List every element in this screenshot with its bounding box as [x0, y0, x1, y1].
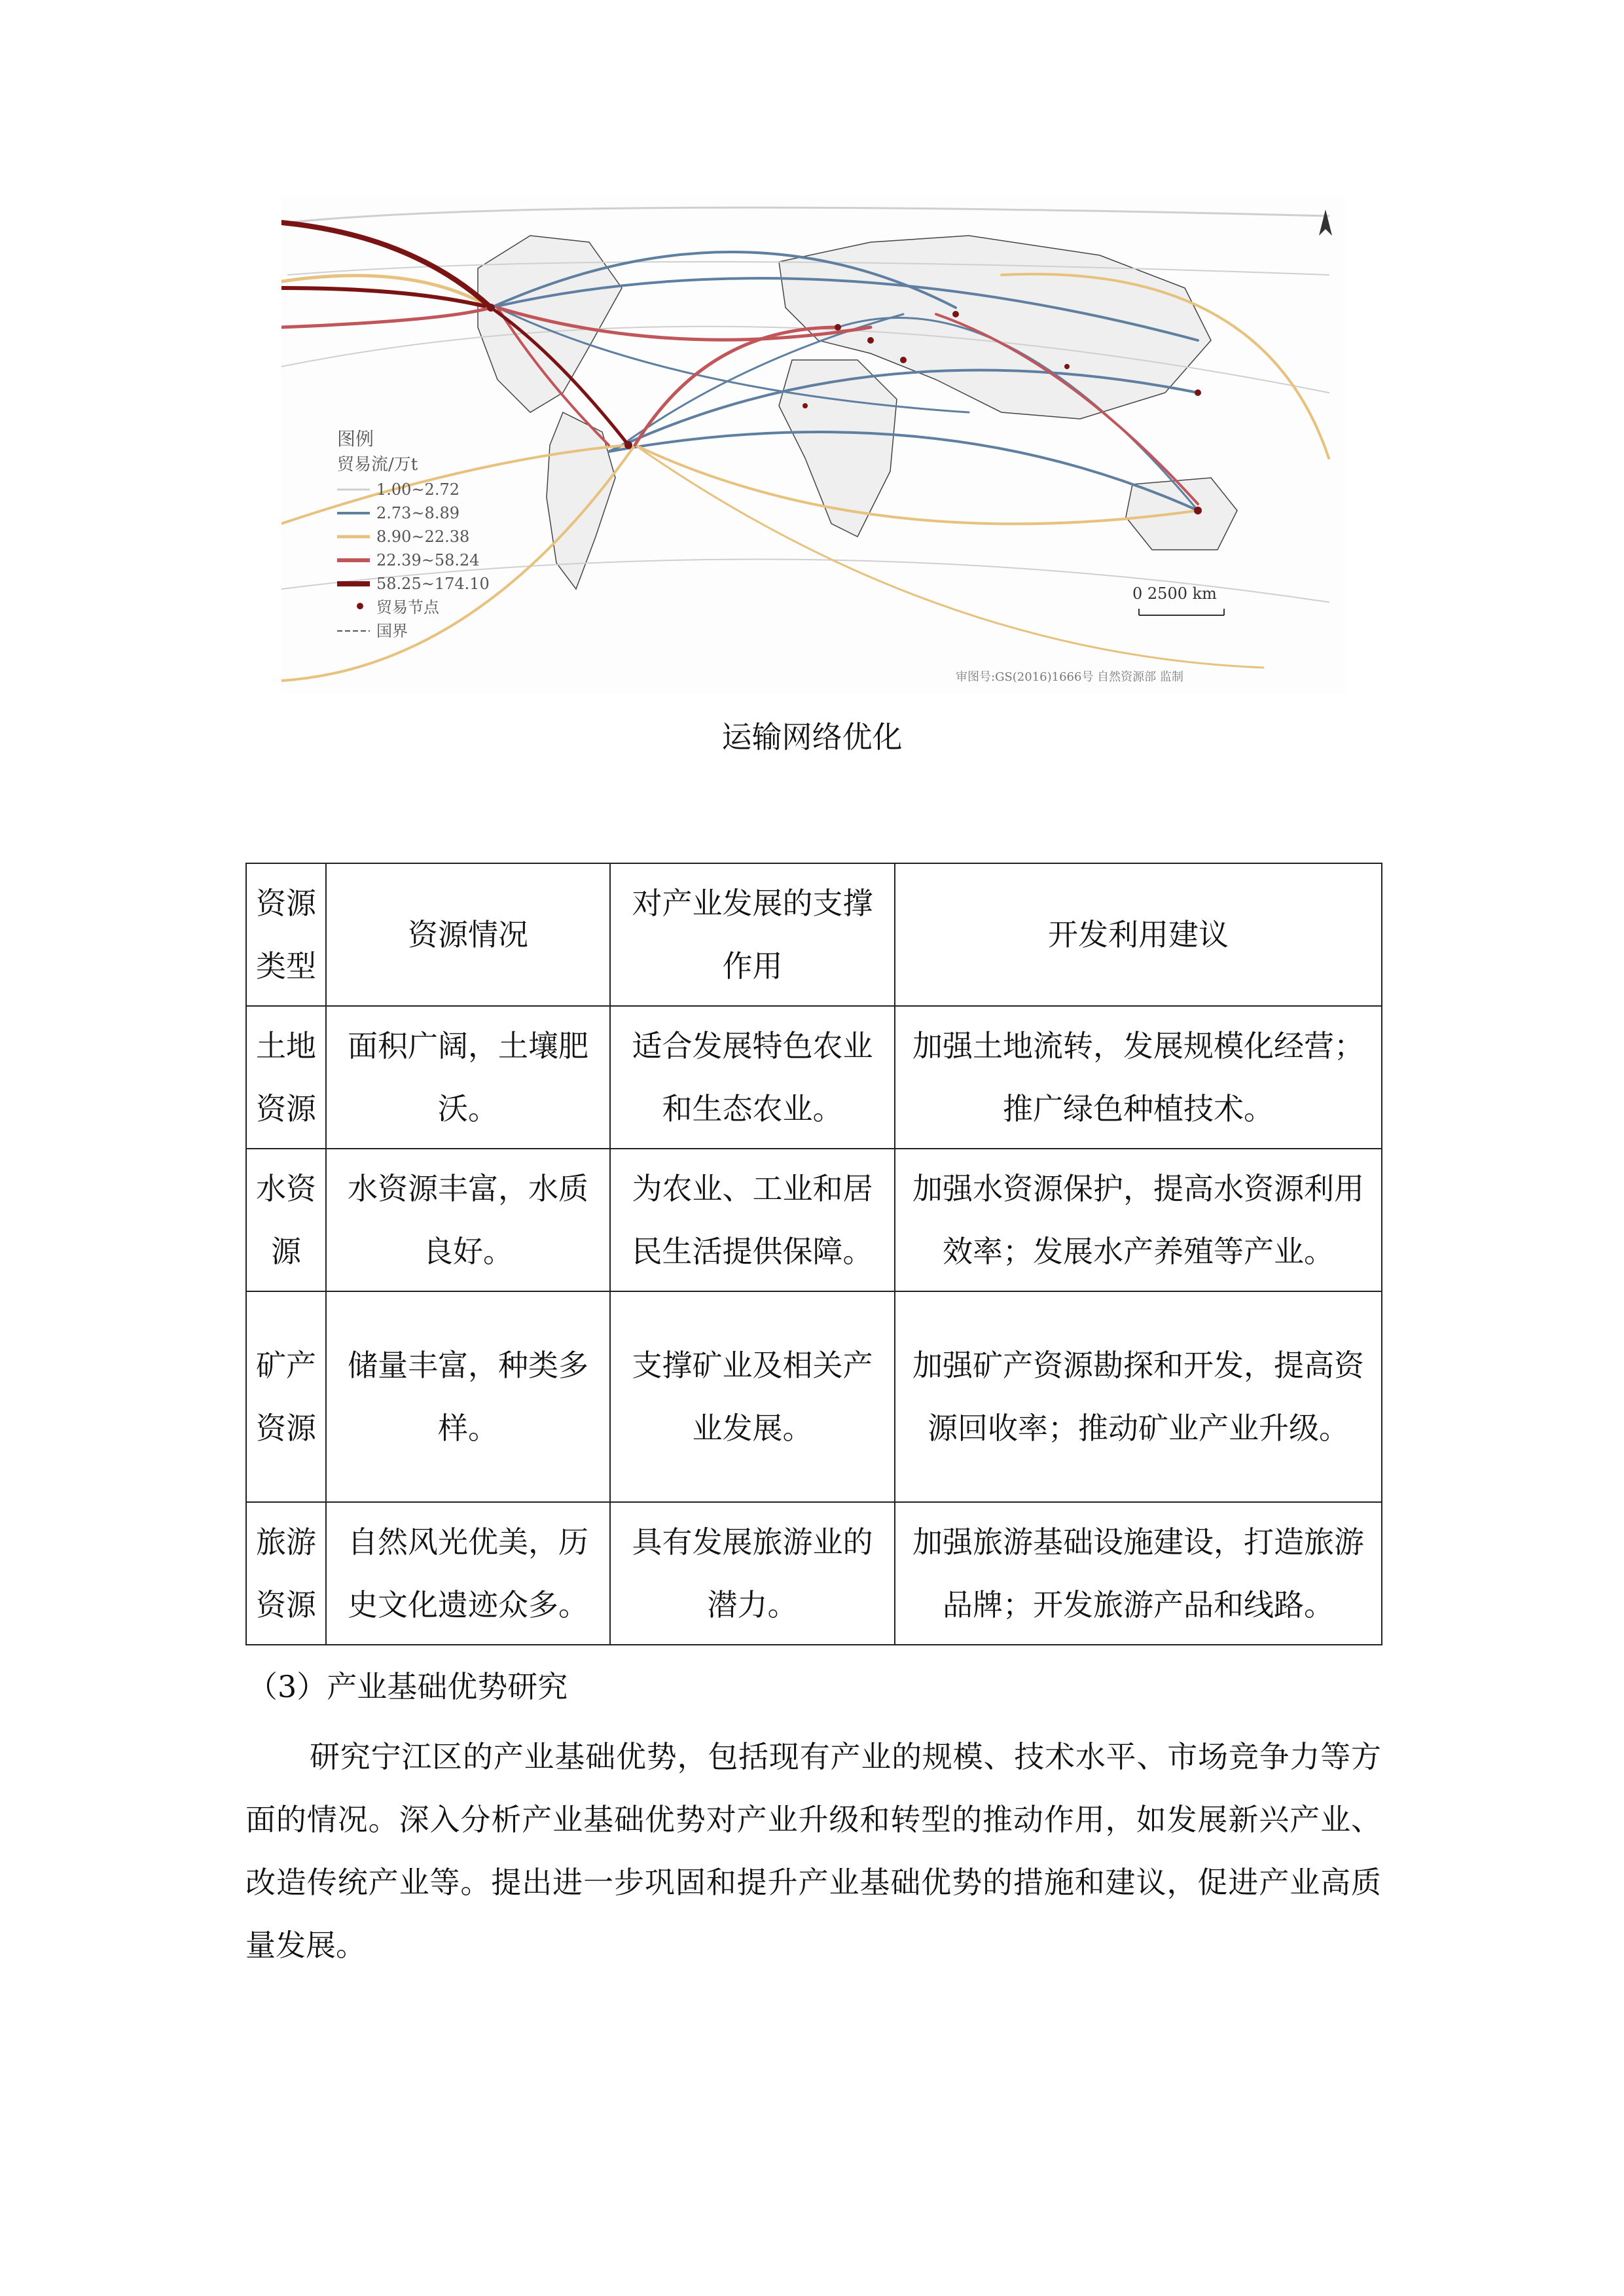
header-cell: 资源类型: [246, 863, 326, 1006]
table-cell: 矿产资源: [246, 1291, 326, 1502]
table-cell: 加强土地流转，发展规模化经营；推广绿色种植技术。: [895, 1006, 1382, 1149]
table-cell: 土地资源: [246, 1006, 326, 1149]
figure-caption: 运输网络优化: [721, 719, 903, 755]
table-row: [246, 1291, 1382, 1502]
section-heading: （3）产业基础优势研究: [247, 1669, 568, 1704]
table-cell: 加强矿产资源勘探和开发，提高资源回收率；推动矿业产业升级。: [895, 1291, 1382, 1502]
legend-node-label: 贸易节点: [376, 598, 439, 617]
table-cell: 加强水资源保护，提高水资源利用效率；发展水产养殖等产业。: [895, 1149, 1382, 1291]
table-row: [246, 1006, 1382, 1149]
table-row: [246, 1502, 1382, 1645]
table-row: [246, 1149, 1382, 1291]
body-paragraph: 研究宁江区的产业基础优势，包括现有产业的规模、技术水平、市场竞争力等方面的情况。深入分析产业基础优势对产业升级和转型的推动作用，如发展新兴产业、改造传统产业等。提出进一步巩固和提升产业基础优势的措施和建议，促进产业高质量发展。: [245, 1739, 1381, 1963]
legend-title: 图例: [337, 428, 374, 450]
table-cell: 旅游资源: [246, 1502, 326, 1645]
trade-flow-map: [281, 196, 1345, 694]
legend-border-label: 国界: [376, 622, 408, 640]
resource-table: [245, 863, 1382, 1645]
scale-label: 0 2500 km: [1132, 584, 1217, 603]
table-cell: 具有发展旅游业的潜力。: [610, 1502, 895, 1645]
table-cell: 为农业、工业和居民生活提供保障。: [610, 1149, 895, 1291]
legend-subtitle: 贸易流/万t: [337, 455, 418, 475]
header-cell: 对产业发展的支撑作用: [610, 863, 895, 1006]
table-cell: 加强旅游基础设施建设，打造旅游品牌；开发旅游产品和线路。: [895, 1502, 1382, 1645]
table-cell: 水资源丰富，水质良好。: [326, 1149, 610, 1291]
legend-item: 22.39~58.24: [376, 551, 480, 569]
table-cell: 自然风光优美，历史文化遗迹众多。: [326, 1502, 610, 1645]
table-cell: 适合发展特色农业和生态农业。: [610, 1006, 895, 1149]
legend-item: 8.90~22.38: [376, 528, 470, 546]
table-cell: 储量丰富，种类多样。: [326, 1291, 610, 1502]
table-cell: 水资源: [246, 1149, 326, 1291]
legend-item: 2.73~8.89: [376, 504, 460, 522]
table-cell: 面积广阔，土壤肥沃。: [326, 1006, 610, 1149]
legend-item: 1.00~2.72: [376, 480, 460, 499]
legend-item: 58.25~174.10: [376, 575, 490, 593]
map-credit: 审图号:GS(2016)1666号 自然资源部 监制: [956, 670, 1183, 684]
table-header-row: [246, 863, 1382, 1006]
map-svg: [281, 196, 1345, 694]
header-cell: 开发利用建议: [895, 863, 1382, 1006]
header-cell: 资源情况: [326, 863, 610, 1006]
table-cell: 支撑矿业及相关产业发展。: [610, 1291, 895, 1502]
